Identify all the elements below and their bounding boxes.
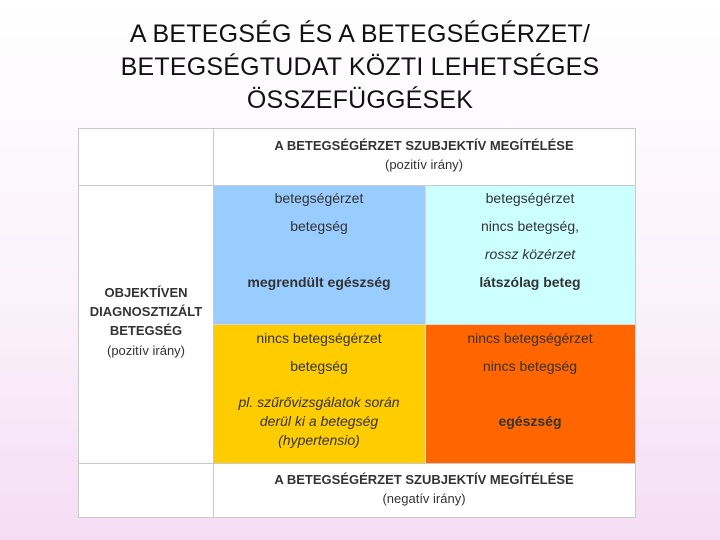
quadrant-table bbox=[78, 128, 636, 518]
title-line-2: BETEGSÉGTUDAT KÖZTI LEHETSÉGES bbox=[120, 53, 600, 81]
quadrant-bottom-right-line-1: nincs betegségérzet bbox=[467, 330, 593, 346]
left-axis-line-3: BETEGSÉG bbox=[109, 323, 183, 338]
quadrant-top-left-line-1: betegségérzet bbox=[274, 190, 364, 206]
quadrant-top-right-line-1: betegségérzet bbox=[485, 190, 575, 206]
top-axis-sub: (pozitív irány) bbox=[384, 157, 464, 172]
corner-bottom-left bbox=[79, 463, 213, 517]
quadrant-bottom-right-result: egészség bbox=[498, 413, 562, 429]
top-axis-header bbox=[213, 129, 635, 185]
bottom-axis-label: A BETEGSÉGÉRZET SZUBJEKTÍV MEGÍTÉLÉSE bbox=[274, 472, 574, 487]
quadrant-bottom-left-line-2: betegség bbox=[290, 358, 348, 374]
bottom-axis-sub: (negatív irány) bbox=[382, 491, 466, 506]
quadrant-bottom-left-note-2: derül ki a betegség bbox=[259, 413, 379, 429]
quadrant-top-left bbox=[213, 185, 425, 324]
quadrant-top-right-line-2: nincs betegség, bbox=[480, 218, 580, 234]
grid-divider bbox=[79, 463, 635, 464]
quadrant-top-right-result: látszólag beteg bbox=[479, 274, 581, 290]
left-axis-line-2: DIAGNOSZTIZÁLT bbox=[89, 304, 203, 319]
grid-divider bbox=[213, 129, 214, 517]
quadrant-bottom-left-line-1: nincs betegségérzet bbox=[256, 330, 382, 346]
quadrant-top-right-line-3: rossz közérzet bbox=[484, 246, 576, 262]
corner-top-left bbox=[79, 129, 213, 185]
left-axis-line-1: OBJEKTÍVEN bbox=[104, 285, 188, 300]
quadrant-top-right bbox=[425, 185, 635, 324]
quadrant-bottom-left-note-3: (hypertensio) bbox=[278, 432, 360, 448]
quadrant-top-left-line-2: betegség bbox=[290, 218, 348, 234]
bottom-axis-header bbox=[213, 463, 635, 517]
quadrant-top-left-result: megrendült egészség bbox=[247, 274, 391, 290]
title-line-1: A BETEGSÉG ÉS A BETEGSÉGÉRZET/ bbox=[129, 20, 591, 48]
quadrant-bottom-right-line-2: nincs betegség bbox=[482, 358, 578, 374]
title-line-3: ÖSSZEFÜGGÉSEK bbox=[246, 86, 474, 114]
grid-divider bbox=[79, 185, 635, 186]
top-axis-label: A BETEGSÉGÉRZET SZUBJEKTÍV MEGÍTÉLÉSE bbox=[274, 138, 574, 153]
quadrant-bottom-left bbox=[213, 324, 425, 463]
left-axis-header bbox=[79, 185, 213, 463]
left-axis-sub: (pozitív irány) bbox=[106, 343, 186, 358]
grid-divider bbox=[213, 324, 635, 325]
page-title bbox=[40, 18, 680, 117]
quadrant-bottom-right bbox=[425, 324, 635, 463]
quadrant-bottom-left-note-1: pl. szűrővizsgálatok során bbox=[238, 394, 400, 410]
